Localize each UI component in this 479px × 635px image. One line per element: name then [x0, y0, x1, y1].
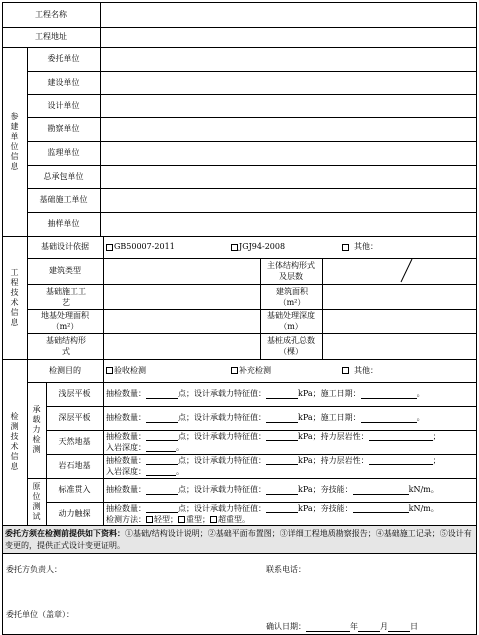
semicolon-text: ；: [432, 431, 441, 441]
vertical-label-char: 测: [32, 445, 41, 454]
period-text: 。: [416, 413, 425, 423]
day-blank[interactable]: [388, 623, 410, 632]
points-text: 点；设计承载力特征值：: [178, 431, 266, 441]
treatment-area-label: 地基处理面积（m²）: [41, 311, 89, 331]
unit-row-label: 委托单位: [47, 54, 80, 64]
capacity-blank[interactable]: [266, 432, 298, 441]
capacity-blank[interactable]: [266, 414, 298, 423]
vertical-label-char: 检: [10, 412, 19, 421]
vertical-label-char: 载: [32, 415, 41, 424]
qty-blank[interactable]: [146, 456, 178, 465]
points-text: 点；设计承载力特征值：: [178, 455, 266, 465]
unit-row-label: 监理单位: [47, 148, 80, 158]
confirm-date[interactable]: [266, 621, 418, 633]
client-unit-label: 委托单位（盖章）：: [6, 610, 74, 620]
depth-text: 入岩深度：: [106, 466, 146, 476]
checkbox-icon: [342, 244, 349, 251]
points-text: 点；设计承载力特征值：: [178, 485, 266, 495]
method-light-text: 轻型；: [154, 514, 178, 524]
rule: [2, 553, 477, 554]
qty-text: 抽检数量：: [106, 431, 146, 441]
date-blank[interactable]: [361, 390, 417, 399]
checkbox-icon: [231, 367, 238, 374]
note-text: ①基础/结构设计说明；②基础平面布置图；③详细工程地质勘察报告；④基础施工记录；⑤设计有变更的，提供正式设计变更证明。: [5, 529, 472, 550]
treatment-depth-label: 基础处理深度（m）: [267, 311, 315, 331]
rock-foundation-fields[interactable]: [106, 454, 476, 478]
checkbox-icon[interactable]: [178, 516, 185, 523]
qty-blank[interactable]: [146, 414, 178, 423]
deep-plate-fields[interactable]: [106, 406, 425, 430]
phone-label: 联系电话：: [266, 565, 306, 575]
capacity-blank[interactable]: [266, 504, 298, 513]
purpose-label: 检测目的: [49, 365, 81, 375]
lithology-blank[interactable]: [369, 456, 433, 465]
main-structure-label: 主体结构形式及层数: [267, 261, 315, 281]
period-text: 。: [176, 442, 184, 452]
vertical-label-char: 承: [32, 405, 41, 414]
kpa-text: kPa；施工日期：: [298, 389, 361, 399]
unit-row-label: 建设单位: [47, 77, 80, 87]
month-text: 月: [380, 622, 388, 632]
vertical-label-char: 单: [10, 131, 19, 141]
checkbox-icon[interactable]: [146, 516, 153, 523]
unit-row-label: 勘察单位: [47, 124, 80, 134]
rule: [27, 333, 477, 334]
vertical-label-char: 信: [10, 151, 19, 161]
purpose-acceptance[interactable]: [106, 359, 146, 382]
vertical-label-char: 测: [10, 422, 19, 431]
shallow-plate-label: 浅层平板: [58, 389, 91, 399]
vertical-label-char: 建: [10, 121, 19, 131]
purpose-other-text: 其他：: [354, 365, 378, 375]
lithology-blank[interactable]: [369, 432, 433, 441]
tech-group-label: [2, 236, 27, 359]
qty-blank[interactable]: [146, 504, 178, 513]
basis-option-other[interactable]: [342, 236, 378, 258]
pile-total-label: 基桩成孔总数（棵）: [267, 336, 315, 356]
units-group-label: [2, 47, 27, 236]
vertical-label-char: 息: [10, 317, 19, 327]
purpose-supplementary[interactable]: [231, 359, 271, 382]
capacity-blank[interactable]: [266, 390, 298, 399]
qty-blank[interactable]: [146, 486, 178, 495]
rule: [322, 258, 323, 359]
building-type-label: 建筑类型: [49, 266, 81, 276]
date-blank[interactable]: [361, 414, 417, 423]
checkbox-icon[interactable]: [210, 516, 217, 523]
rule: [103, 236, 104, 359]
vertical-label-char: 试: [32, 511, 41, 521]
vertical-label-char: 术: [10, 442, 19, 451]
checkbox-icon: [106, 367, 113, 374]
points-text: 点；设计承载力特征值：: [178, 503, 266, 513]
frame-right: [476, 2, 477, 635]
depth-blank[interactable]: [146, 443, 176, 452]
unit-row-label: 设计单位: [47, 100, 80, 110]
purpose-other[interactable]: [342, 359, 378, 382]
kn-text: kN/m。: [408, 485, 439, 495]
vertical-label-char: 检: [32, 435, 41, 444]
checkbox-icon: [231, 244, 238, 251]
hammer-blank[interactable]: [353, 504, 409, 513]
vertical-label-char: 技: [10, 432, 19, 441]
dynamic-probe-label: 动力触探: [58, 508, 91, 518]
vertical-label-char: 信: [10, 307, 19, 317]
year-blank[interactable]: [306, 623, 350, 632]
vertical-label-char: 位: [10, 141, 19, 151]
rule: [27, 284, 477, 285]
method-text: 检测方法：: [106, 514, 146, 524]
basis-option-jgj-text: JGJ94-2008: [239, 242, 286, 252]
vertical-label-char: 息: [10, 462, 19, 471]
unit-row-label: 抽样单位: [47, 219, 80, 229]
points-text: 点；设计承载力特征值：: [178, 413, 266, 423]
in-situ-label: [27, 478, 46, 525]
kpa-layer-text: kPa；持力层岩性：: [298, 431, 369, 441]
checkbox-icon: [106, 244, 113, 251]
basis-option-other-text: 其他：: [354, 242, 378, 252]
qty-blank[interactable]: [146, 390, 178, 399]
year-text: 年: [350, 622, 358, 632]
project-address-label: 工程地址: [35, 32, 67, 42]
points-text: 点；设计承载力特征值：: [178, 389, 266, 399]
vertical-label-char: 程: [10, 277, 19, 287]
confirm-text: 确认日期：: [266, 622, 306, 632]
building-area-label: 建筑面积（m²）: [276, 286, 308, 307]
vertical-label-char: 位: [32, 491, 41, 501]
kpa-layer-text: kPa；持力层岩性：: [298, 455, 369, 465]
depth-text: 入岩深度：: [106, 442, 146, 452]
method-superheavy-text: 超重型。: [218, 514, 250, 524]
vertical-label-char: 测: [32, 501, 41, 511]
vertical-label-char: 工: [10, 267, 19, 277]
natural-foundation-label: 天然地基: [58, 437, 91, 447]
depth-blank[interactable]: [146, 467, 176, 476]
rule: [103, 359, 104, 525]
kn-text: kN/m。: [408, 503, 439, 513]
testing-group-label: [2, 359, 27, 525]
day-text: 日: [410, 622, 418, 632]
qty-text: 抽检数量：: [106, 455, 146, 465]
rock-foundation-label: 岩石地基: [58, 461, 91, 471]
qty-blank[interactable]: [146, 432, 178, 441]
client-rep-label: 委托方负责人：: [6, 565, 62, 575]
month-blank[interactable]: [358, 623, 380, 632]
foundation-form-label: 基础结构形式: [46, 336, 86, 356]
project-name-label: 工程名称: [35, 9, 67, 19]
unit-row-label: 基础施工单位: [39, 195, 88, 205]
period-text: 。: [416, 389, 425, 399]
vertical-label-char: 技: [10, 287, 19, 297]
basis-option-gb[interactable]: [106, 236, 175, 258]
materials-note: [5, 527, 474, 552]
spt-fields[interactable]: [106, 478, 439, 502]
qty-text: 抽检数量：: [106, 389, 146, 399]
load-capacity-label: [27, 382, 46, 478]
checkbox-icon: [342, 367, 349, 374]
basis-option-gb-text: GB50007-2011: [114, 242, 175, 252]
dynamic-probe-fields[interactable]: [106, 502, 476, 525]
vertical-label-char: 力: [32, 425, 41, 434]
spt-label: 标准贯入: [58, 485, 91, 495]
project-address-field[interactable]: [101, 28, 476, 47]
vertical-label-char: 信: [10, 452, 19, 461]
kpa-hammer-text: kPa；夯技能：: [298, 485, 353, 495]
shallow-plate-fields[interactable]: [106, 382, 425, 406]
method-heavy-text: 重型；: [186, 514, 210, 524]
design-basis-label: 基础设计依据: [41, 242, 89, 252]
hammer-blank[interactable]: [353, 486, 409, 495]
vertical-label-char: 参: [10, 111, 19, 121]
foundation-process-label: 基础施工工艺: [46, 286, 86, 307]
deep-plate-label: 深层平板: [58, 413, 91, 423]
unit-row-label: 总承包单位: [43, 171, 84, 181]
qty-text: 抽检数量：: [106, 503, 146, 513]
diagonal-slash: [395, 258, 415, 284]
qty-text: 抽检数量：: [106, 413, 146, 423]
kpa-hammer-text: kPa；夯技能：: [298, 503, 353, 513]
natural-foundation-fields[interactable]: [106, 430, 476, 454]
basis-option-jgj[interactable]: [231, 236, 285, 258]
semicolon-text: ；: [432, 455, 441, 465]
purpose-supplementary-text: 补充检测: [239, 365, 271, 375]
kpa-text: kPa；施工日期：: [298, 413, 361, 423]
vertical-label-char: 原: [32, 481, 41, 491]
purpose-acceptance-text: 验收检测: [114, 365, 146, 375]
capacity-blank[interactable]: [266, 486, 298, 495]
project-name-field[interactable]: [101, 3, 476, 27]
vertical-label-char: 术: [10, 297, 19, 307]
period-text: 。: [176, 466, 184, 476]
capacity-blank[interactable]: [266, 456, 298, 465]
qty-text: 抽检数量：: [106, 485, 146, 495]
vertical-label-char: 息: [10, 161, 19, 171]
note-bold: 委托方须在检测前提供如下资料：: [5, 528, 125, 538]
rule: [260, 258, 261, 359]
